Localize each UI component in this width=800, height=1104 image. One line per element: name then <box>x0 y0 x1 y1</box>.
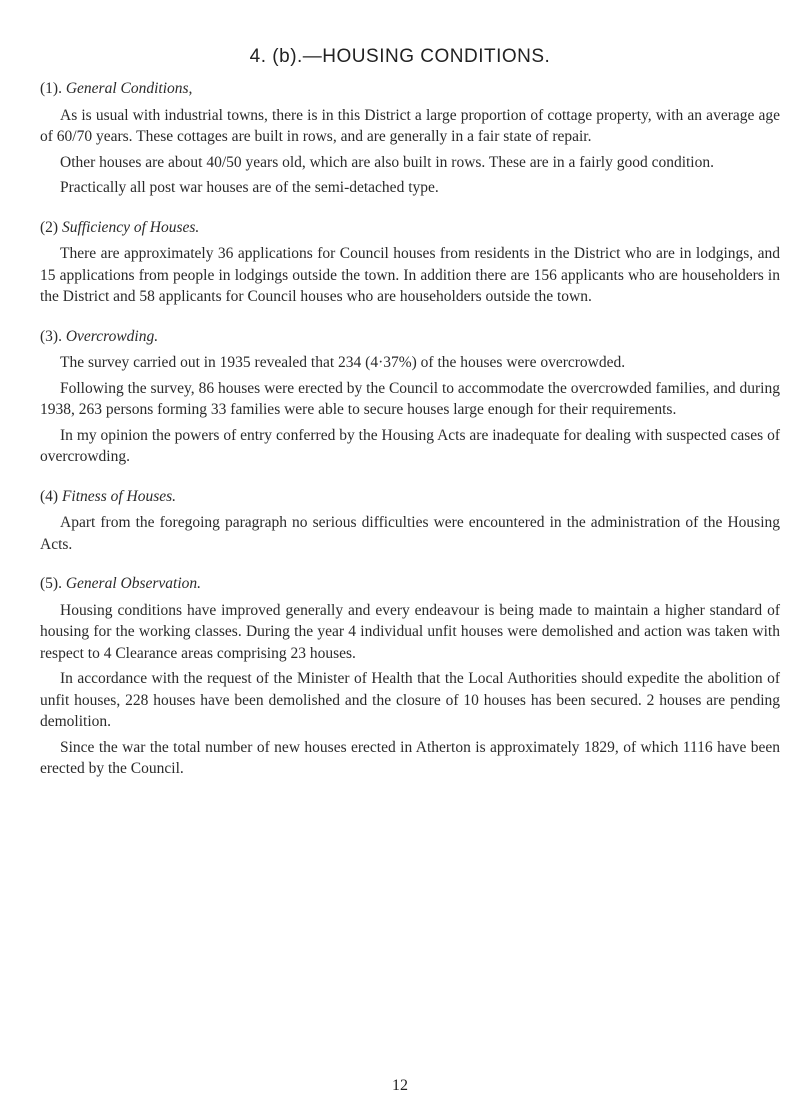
section-gap <box>40 472 780 486</box>
section-general-observation <box>40 573 780 780</box>
section-number: (2) <box>40 218 59 236</box>
paragraph: In accordance with the request of the Minister of Health that the Local Authorities should expedite the abolition of unfit houses, 228 houses have been demolished and the closure of 10 houses has been secured. 2 houses are pending demolition. <box>40 670 780 730</box>
section-sufficiency-of-houses <box>40 217 780 308</box>
paragraph: Practically all post war houses are of the semi-detached type. <box>60 179 439 196</box>
section-title <box>40 78 780 100</box>
paragraph: The survey carried out in 1935 revealed that 234 (4·37%) of the houses were overcrowded. <box>60 354 626 371</box>
section-overcrowding <box>40 326 780 468</box>
section-general-conditions <box>40 78 780 199</box>
section-number: (5). <box>40 575 62 592</box>
paragraph: Housing conditions have improved generally and every endeavour is being made to maintain a higher standard of housing for the working classes. During the year 4 individual unfit houses were demolished and action was taken with respect to 4 Clearance areas comprising 23 houses. <box>40 601 780 662</box>
section-name: Fitness of Houses. <box>61 487 177 505</box>
paragraph: There are approximately 36 applications for Council houses from residents in the District who are in lodgings, and 15 applications from people in lodgings outside the town. In addition there are 156 applicants who are householders in the District and 58 applicants for Council houses who are householders outside the town. <box>40 245 780 305</box>
paragraph: Following the survey, 86 houses were erected by the Council to accommodate the overcrowded families, and during 1938, 263 persons forming 33 families were able to secure houses large enough for their requirements. <box>40 379 780 418</box>
section-gap <box>40 203 780 217</box>
section-title <box>40 486 780 508</box>
paragraph: In my opinion the powers of entry conferred by the Housing Acts are inadequate for dealing with suspected cases of overcrowding. <box>40 426 780 465</box>
section-title <box>40 326 780 348</box>
page-heading: 4. (b).—HOUSING CONDITIONS. <box>249 46 551 67</box>
section-title <box>40 573 780 595</box>
section-name: General Conditions, <box>65 80 193 97</box>
section-name: General Observation. <box>65 575 201 592</box>
paragraph: Apart from the foregoing paragraph no serious difficulties were encountered in the administration of the Housing Acts. <box>40 514 780 553</box>
section-name: Overcrowding. <box>65 327 159 345</box>
paragraph: Since the war the total number of new houses erected in Atherton is approximately 1829, of which 1116 have been erected by the Council. <box>40 738 780 777</box>
section-gap <box>40 559 780 573</box>
section-number: (4) <box>40 487 59 505</box>
paragraph: Other houses are about 40/50 years old, which are also built in rows. These are in a fairly good condition. <box>60 153 714 171</box>
paragraph: As is usual with industrial towns, there is in this District a large proportion of cottage property, with an average age of 60/70 years. These cottages are built in rows, and are generally in a fair state of repair. <box>40 106 780 145</box>
section-number: (1). <box>40 80 62 97</box>
section-title <box>40 217 780 239</box>
section-number: (3). <box>40 327 62 345</box>
page-number: 12 <box>392 1077 408 1094</box>
section-gap <box>40 312 780 326</box>
section-fitness-of-houses <box>40 486 780 556</box>
section-name: Sufficiency of Houses. <box>61 218 200 236</box>
document-body <box>40 78 780 784</box>
